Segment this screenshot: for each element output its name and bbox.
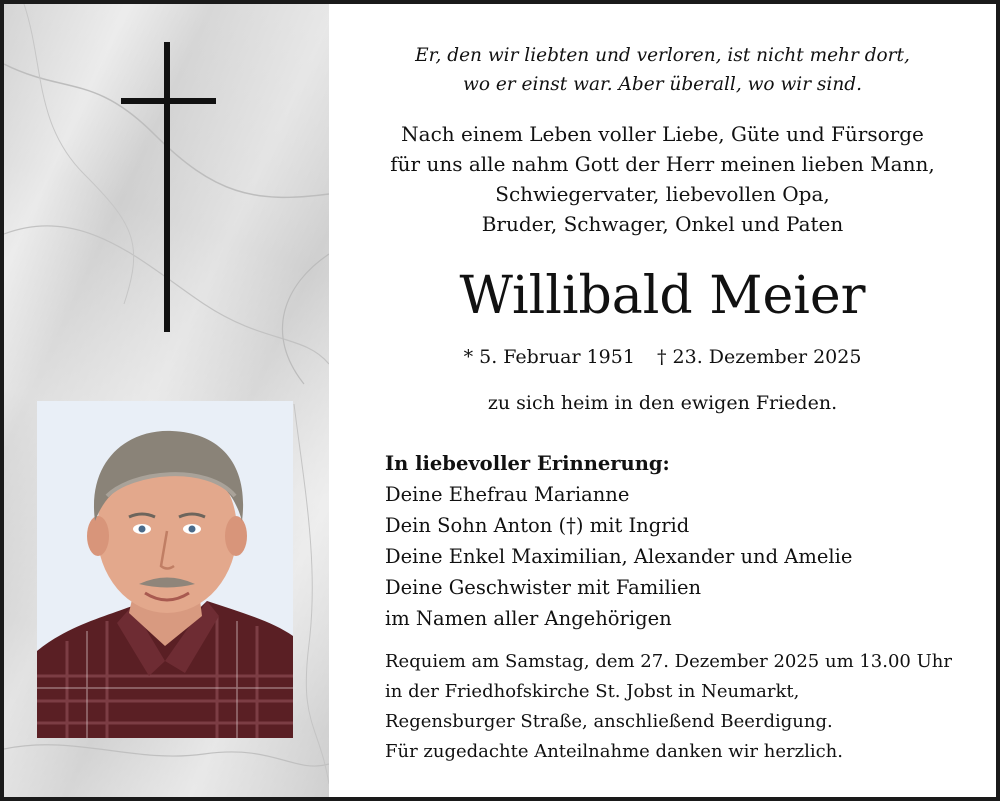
deceased-name: Willibald Meier — [459, 266, 866, 326]
intro-line: Bruder, Schwager, Onkel und Paten — [481, 212, 844, 236]
family-section — [385, 448, 985, 634]
quote-line: Er, den wir liebten und verloren, ist nicht mehr dort, — [415, 45, 910, 66]
peace-line: zu sich heim in den ewigen Frieden. — [487, 392, 838, 414]
quote-line: wo er einst war. Aber überall, wo wir sind. — [463, 74, 862, 95]
notice-text — [329, 4, 996, 797]
family-heading: In liebevoller Erinnerung: — [385, 452, 670, 475]
service-line: Requiem am Samstag, dem 27. Dezember 2025 um 13.00 Uhr — [385, 651, 952, 672]
service-line: Regensburger Straße, anschließend Beerdigung. — [385, 711, 833, 732]
intro-line: Schwiegervater, liebevollen Opa, — [495, 182, 830, 206]
intro-paragraph — [329, 119, 996, 239]
family-line: Deine Enkel Maximilian, Alexander und Amelie — [385, 545, 853, 568]
family-line: Dein Sohn Anton (†) mit Ingrid — [385, 514, 690, 537]
service-line: in der Friedhofskirche St. Jobst in Neumarkt, — [385, 681, 800, 702]
memorial-quote — [329, 41, 996, 99]
birth-date: * 5. Februar 1951 — [463, 346, 635, 368]
marble-panel — [4, 4, 329, 797]
intro-line: für uns alle nahm Gott der Herr meinen lieben Mann, — [390, 152, 935, 176]
portrait-photo — [37, 401, 293, 738]
family-line: Deine Geschwister mit Familien — [385, 576, 702, 599]
service-line: Für zugedachte Anteilnahme danken wir herzlich. — [385, 741, 843, 762]
family-line: im Namen aller Angehörigen — [385, 607, 672, 630]
portrait-illustration — [37, 401, 293, 738]
service-info — [385, 647, 985, 767]
family-line: Deine Ehefrau Marianne — [385, 483, 630, 506]
latin-cross-icon — [121, 42, 216, 332]
death-date: † 23. Dezember 2025 — [657, 346, 862, 368]
intro-line: Nach einem Leben voller Liebe, Güte und Fürsorge — [401, 122, 924, 146]
life-dates — [329, 342, 996, 372]
